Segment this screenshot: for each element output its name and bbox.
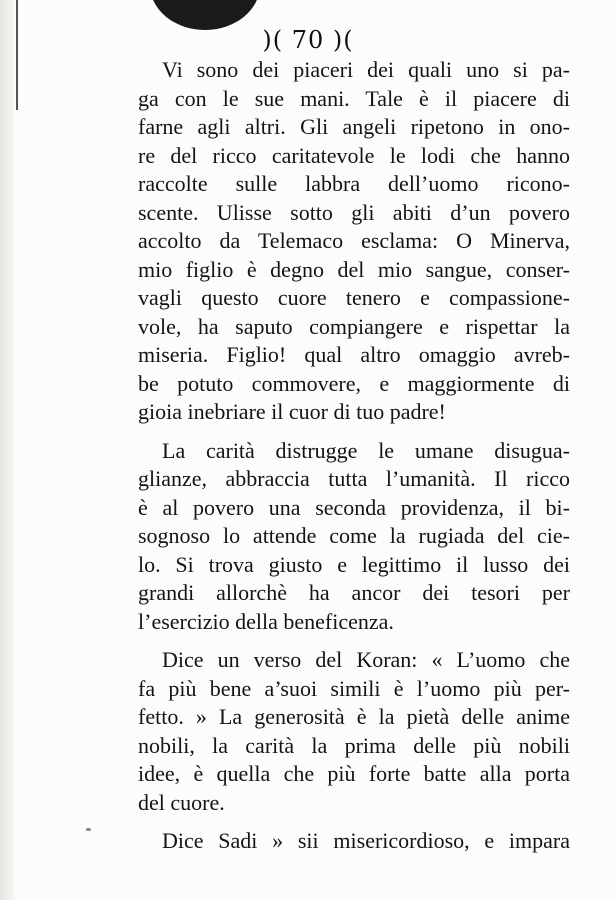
- paragraph: [138, 646, 570, 817]
- text-line: scente. Ulisse sotto gli abiti d’un povero: [138, 199, 570, 225]
- page-number: )( 70 )(: [262, 26, 354, 54]
- paragraph-gap: [138, 817, 570, 827]
- text-line: è al povero una seconda providenza, il bi-: [138, 494, 570, 520]
- text-line: re del ricco caritatevole le lodi che hanno: [138, 142, 570, 168]
- text-line: fetto. » La generosità è la pietà delle anime: [138, 704, 570, 729]
- text-line: La carità distrugge le umane disugua-: [162, 437, 570, 463]
- page-edge-mark: [16, 0, 18, 110]
- text-line: miseria. Figlio! qual altro omaggio avreb-: [138, 342, 570, 367]
- text-line: fa più bene a’suoi simili è l’uomo più per-: [138, 675, 570, 701]
- body-text: [138, 56, 570, 856]
- paragraph-gap: [138, 427, 570, 437]
- text-line: vole, ha saputo compiangere e rispettar la: [138, 313, 570, 339]
- text-line: l’esercizio della beneficenza.: [138, 608, 394, 634]
- text-line: sognoso lo attende come la rugiada del cie-: [138, 523, 570, 548]
- text-line: Vi sono dei piaceri dei quali uno si pa-: [162, 57, 570, 82]
- text-line: idee, è quella che più forte batte alla porta: [138, 761, 570, 786]
- paragraph: [138, 437, 570, 637]
- paper-speck: [86, 828, 91, 831]
- text-line: glianze, abbraccia tutta l’umanità. Il ricco: [138, 466, 570, 491]
- paragraph: [138, 56, 570, 427]
- text-line: grandi allorchè ha ancor dei tesori per: [138, 580, 570, 605]
- text-line: farne agli altri. Gli angeli ripetono in ono-: [138, 114, 570, 139]
- book-spine-shadow: [0, 0, 14, 900]
- paragraph-gap: [138, 636, 570, 646]
- text-line: Dice Sadi » sii misericordioso, e impara: [162, 828, 570, 853]
- text-line: gioia inebriare il cuor di tuo padre!: [138, 399, 446, 424]
- text-line: lo. Si trova giusto e legittimo il lusso dei: [138, 551, 570, 577]
- text-line: ga con le sue mani. Tale è il piacere di: [138, 85, 570, 111]
- text-line: mio figlio è degno del mio sangue, conser-: [138, 256, 570, 282]
- paragraph: [138, 827, 570, 856]
- text-line: be potuto commovere, e maggiormente di: [138, 370, 570, 396]
- text-line: raccolte sulle labbra dell’uomo ricono-: [138, 171, 570, 196]
- text-line: Dice un verso del Koran: « L’uomo che: [162, 647, 570, 672]
- text-line: accolto da Telemaco esclama: O Minerva,: [138, 228, 570, 253]
- text-line: del cuore.: [138, 789, 225, 815]
- text-line: vagli questo cuore tenero e compassione-: [138, 285, 570, 310]
- text-line: nobili, la carità la prima delle più nobili: [138, 732, 570, 758]
